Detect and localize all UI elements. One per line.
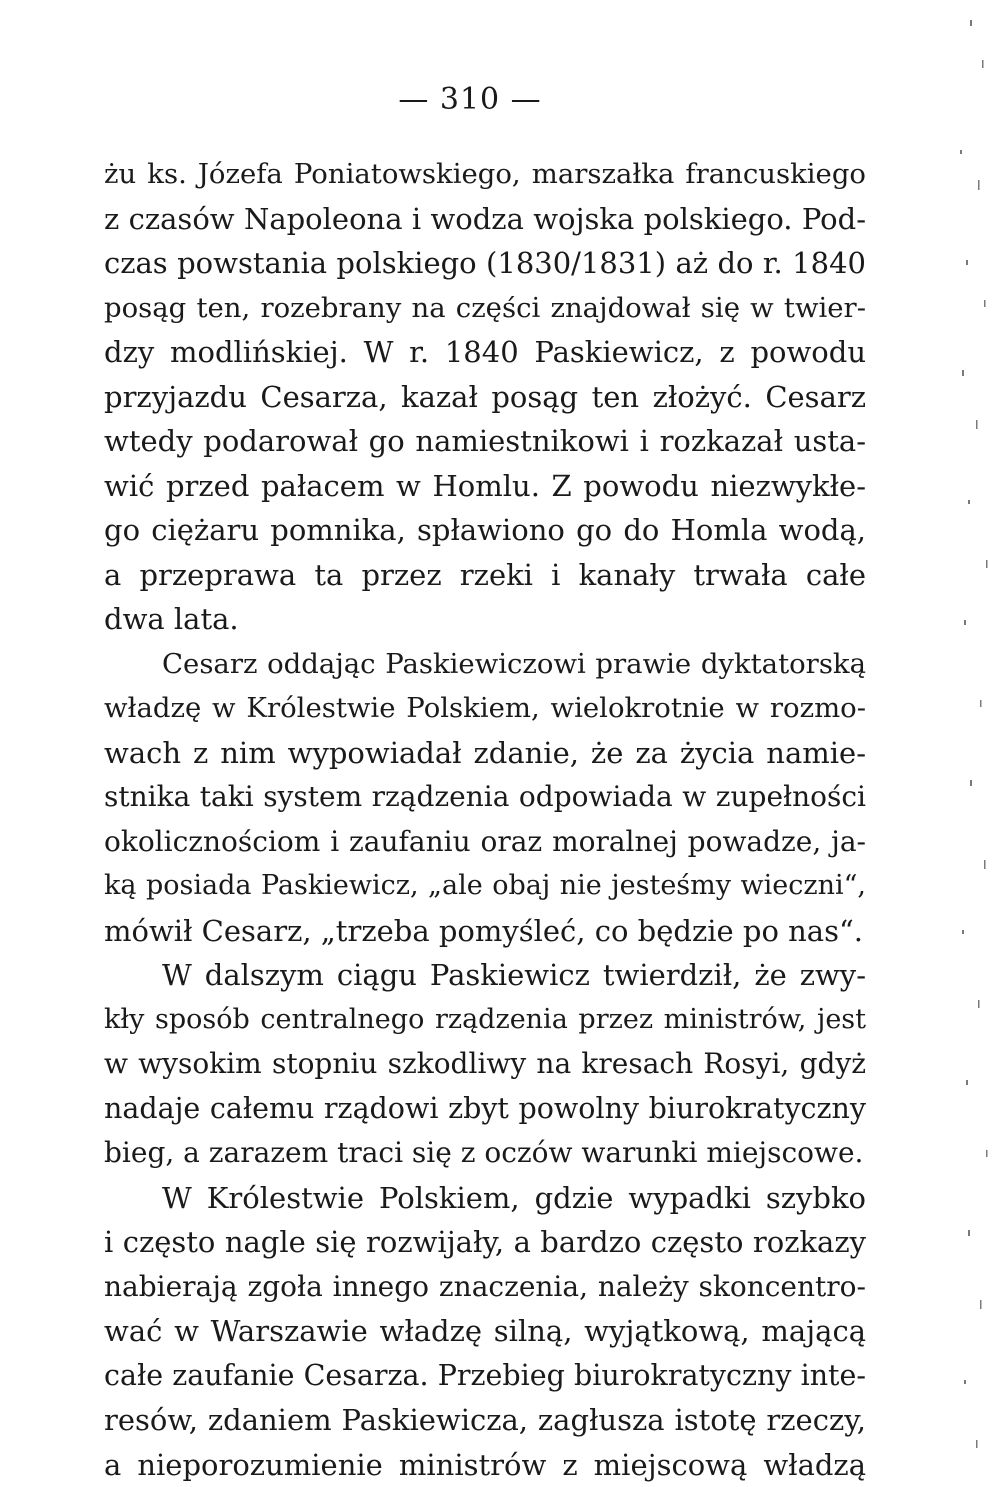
text-line: w wysokim stopniu szkodliwy na kresach Rosyi, gdyż — [104, 1042, 866, 1087]
text-line: okolicznościom i zaufaniu oraz moralnej powadze, ja- — [104, 820, 866, 865]
text-line: dzy modlińskiej. W r. 1840 Paskiewicz, z powodu — [104, 330, 866, 375]
body-text — [104, 152, 866, 1487]
text-line: i często nagle się rozwijały, a bardzo często rozkazy — [104, 1220, 866, 1265]
text-line: wać w Warszawie władzę silną, wyjątkową, mającą — [104, 1309, 866, 1354]
page-edge-bleed-through — [940, 0, 1000, 1471]
text-line: posąg ten, rozebrany na części znajdował się w twier- — [104, 286, 866, 331]
text-line: mówił Cesarz, „trzeba pomyśleć, co będzie po nas“. — [104, 909, 866, 954]
text-line: nabierają zgoła innego znaczenia, należy skoncentro- — [104, 1265, 866, 1310]
text-line: z czasów Napoleona i wodza wojska polskiego. Pod- — [104, 197, 866, 242]
text-line: W dalszym ciągu Paskiewicz twierdził, że zwy- — [104, 953, 866, 998]
text-line: wić przed pałacem w Homlu. Z powodu niezwykłe- — [104, 464, 866, 509]
text-line: żu ks. Józefa Poniatowskiego, marszałka francuskiego — [104, 152, 866, 197]
text-line: resów, zdaniem Paskiewicza, zagłusza istotę rzeczy, — [104, 1398, 866, 1443]
text-line: bieg, a zarazem traci się z oczów warunki miejscowe. — [104, 1131, 866, 1176]
text-line: W Królestwie Polskiem, gdzie wypadki szybko — [104, 1176, 866, 1221]
text-line: ką posiada Paskiewicz, „ale obaj nie jesteśmy wieczni“, — [104, 864, 866, 909]
text-line: dwa lata. — [104, 597, 866, 642]
text-line: przyjazdu Cesarza, kazał posąg ten złożyć. Cesarz — [104, 375, 866, 420]
text-line: całe zaufanie Cesarza. Przebieg biurokratyczny inte- — [104, 1354, 866, 1399]
page-number: — 310 — — [0, 82, 940, 117]
text-line: czas powstania polskiego (1830/1831) aż do r. 1840 — [104, 241, 866, 286]
text-line: a nieporozumienie ministrów z miejscową władzą — [104, 1443, 866, 1487]
text-line: go ciężaru pomnika, spławiono go do Homla wodą, — [104, 508, 866, 553]
text-line: a przeprawa ta przez rzeki i kanały trwała całe — [104, 553, 866, 598]
text-line: wach z nim wypowiadał zdanie, że za życia namie- — [104, 731, 866, 776]
text-line: stnika taki system rządzenia odpowiada w zupełności — [104, 775, 866, 820]
text-line: władzę w Królestwie Polskiem, wielokrotnie w rozmo- — [104, 686, 866, 731]
text-line: kły sposób centralnego rządzenia przez ministrów, jest — [104, 998, 866, 1043]
text-line: Cesarz oddając Paskiewiczowi prawie dyktatorską — [104, 642, 866, 687]
text-line: nadaje całemu rządowi zbyt powolny biurokratyczny — [104, 1087, 866, 1132]
text-line: wtedy podarował go namiestnikowi i rozkazał usta- — [104, 419, 866, 464]
